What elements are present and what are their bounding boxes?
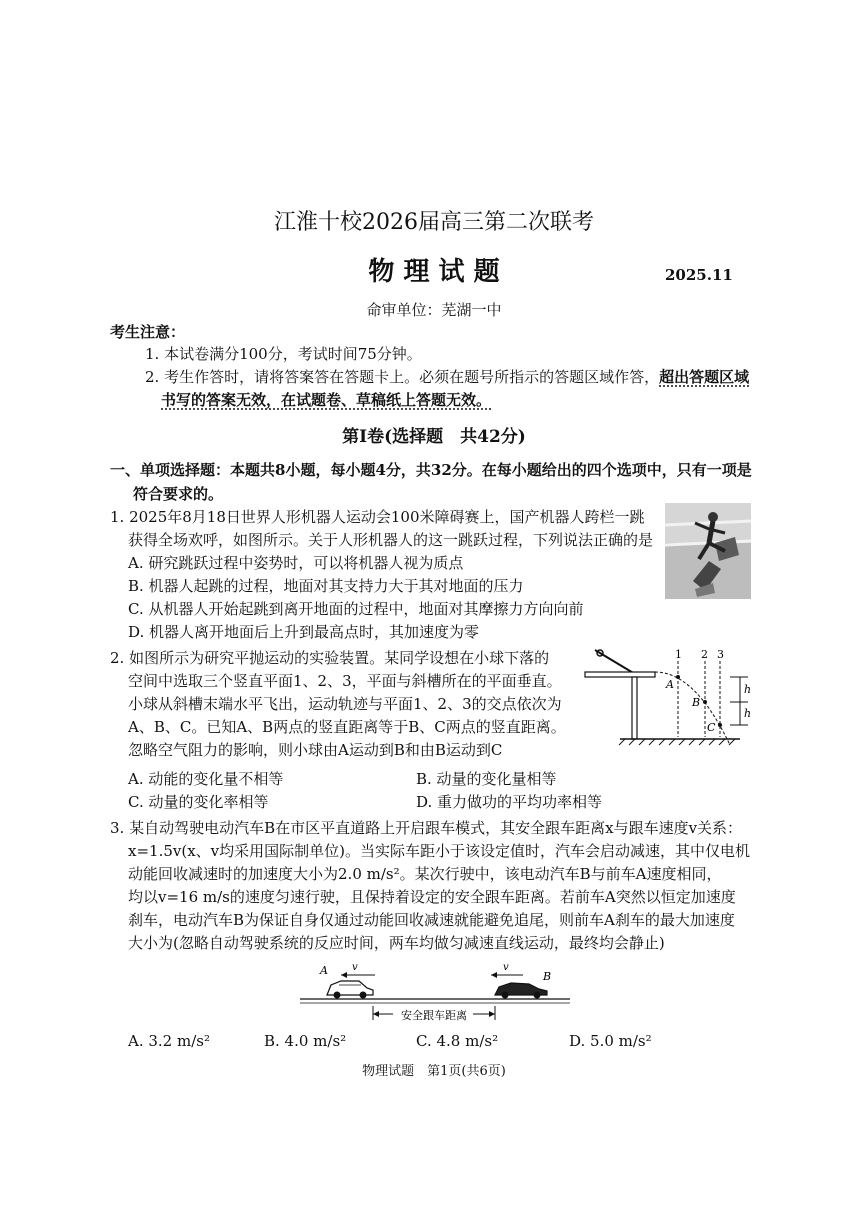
q2-option-d: D. 重力做功的平均功率相等 <box>416 793 603 811</box>
q3-stem-line4: 均以v=16 m/s的速度匀速行驶，且保持着设定的安全跟车距离。若前车A突然以恒定加速度 <box>128 888 736 906</box>
q2-option-c: C. 动量的变化率相等 <box>128 793 269 811</box>
q3-stem-line1: 3. 某自动驾驶电动汽车B在市区平直道路上开启跟车模式，其安全跟车距离x与跟车速度v关系： <box>110 819 743 837</box>
q3-option-c: C. 4.8 m/s² <box>416 1032 499 1050</box>
notice-item-2-line1 <box>145 367 749 387</box>
q3-option-a: A. 3.2 m/s² <box>128 1032 210 1050</box>
q1-option-b: B. 机器人起跳的过程，地面对其支持力大于其对地面的压力 <box>128 577 524 595</box>
car-a-label: A <box>320 964 328 977</box>
notice-item-2-text: 2. 考生作答时，请将答案答在答题卡上。必须在题号所指示的答题区域作答， <box>145 368 660 386</box>
plane-2-label: 2 <box>701 648 708 661</box>
car-b-label: B <box>543 970 552 983</box>
q3-stem-line2: x=1.5v(x、v均采用国际制单位)。当实际车距小于该设定值时，汽车会启动减速，其中仅电机 <box>128 842 750 860</box>
q3-stem-line5: 刹车，电动汽车B为保证自身仅通过动能回收减速就能避免追尾，则前车A刹车的最大加速度 <box>128 911 735 929</box>
q3-option-b: B. 4.0 m/s² <box>264 1032 347 1050</box>
proposer-unit: 命审单位：芜湖一中 <box>366 301 502 319</box>
q1-stem-line2: 获得全场欢呼，如图所示。关于人形机器人的这一跳跃过程，下列说法正确的是 <box>128 531 654 549</box>
subject-title: 物 理 试 题 <box>368 257 500 287</box>
point-c-label: C <box>707 721 716 734</box>
q3-option-d: D. 5.0 m/s² <box>569 1032 652 1050</box>
notice-item-2-line2: 书写的答案无效，在试题卷、草稿纸上答题无效。 <box>161 391 492 409</box>
height-label-2: h <box>744 707 752 720</box>
q3-stem-line6: 大小为(忽略自动驾驶系统的反应时间，两车均做匀减速直线运动，最终均会静止) <box>128 934 665 952</box>
section-title: 第Ⅰ卷(选择题 共42分) <box>342 427 526 447</box>
car-a-velocity-label: v <box>352 962 358 973</box>
car-a-velocity-arrow <box>341 972 375 978</box>
q1-option-d: D. 机器人离开地面后上升到最高点时，其加速度为零 <box>128 623 480 641</box>
q3-cars-figure <box>295 958 575 1026</box>
road <box>300 999 570 1003</box>
q1-stem-line1: 1. 2025年8月18日世界人形机器人运动会100米障碍赛上，国产机器人跨栏一跳 <box>110 508 645 526</box>
q1-option-c: C. 从机器人开始起跳到离开地面的过程中，地面对其摩擦力方向向前 <box>128 600 584 618</box>
q2-stem-line1: 2. 如图所示为研究平抛运动的实验装置。某同学设想在小球下落的 <box>110 649 550 667</box>
q2-projectile-figure <box>580 645 770 750</box>
point-a-label: A <box>666 678 674 691</box>
q2-stem-line5: 忽略空气阻力的影响，则小球由A运动到B和由B运动到C <box>128 741 503 759</box>
q3-stem-line3: 动能回收减速时的加速度大小为2.0 m/s²。某次行驶中，该电动汽车B与前车A速度相同， <box>128 865 722 883</box>
car-b <box>495 983 547 999</box>
q1-option-a: A. 研究跳跃过程中姿势时，可以将机器人视为质点 <box>128 554 464 572</box>
notice-item-1: 1. 本试卷满分100分，考试时间75分钟。 <box>145 345 422 363</box>
q2-option-a: A. 动能的变化量不相等 <box>128 770 284 788</box>
ramp-and-table <box>585 650 740 745</box>
page-footer: 物理试题 第1页(共6页) <box>362 1064 506 1079</box>
part1-instruction-line1: 一、单项选择题：本题共8小题，每小题4分，共32分。在每小题给出的四个选项中，只有一项是 <box>110 461 752 479</box>
q2-option-b: B. 动量的变化量相等 <box>416 770 557 788</box>
height-label-1: h <box>744 683 752 696</box>
car-b-velocity-label: v <box>503 962 509 973</box>
q2-stem-line3: 小球从斜槽末端水平飞出，运动轨迹与平面1、2、3的交点依次为 <box>128 695 562 713</box>
exam-date: 2025.11 <box>665 266 733 284</box>
q1-robot-photo <box>665 503 751 599</box>
notice-heading: 考生注意： <box>110 323 186 341</box>
car-a <box>327 981 373 999</box>
exam-title: 江淮十校2026届高三第二次联考 <box>274 210 594 235</box>
safe-distance-label: 安全跟车距离 <box>401 1009 467 1022</box>
plane-1-label: 1 <box>675 648 682 661</box>
plane-3-label: 3 <box>717 648 724 661</box>
q2-stem-line4: A、B、C。已知A、B两点的竖直距离等于B、C两点的竖直距离。 <box>128 718 566 736</box>
point-b-label: B <box>692 696 701 709</box>
q2-stem-line2: 空间中选取三个竖直平面1、2、3，平面与斜槽所在的平面垂直。 <box>128 672 562 690</box>
notice-item-2-emphasis: 超出答题区域 <box>659 368 750 386</box>
part1-instruction-line2: 符合要求的。 <box>133 485 224 503</box>
